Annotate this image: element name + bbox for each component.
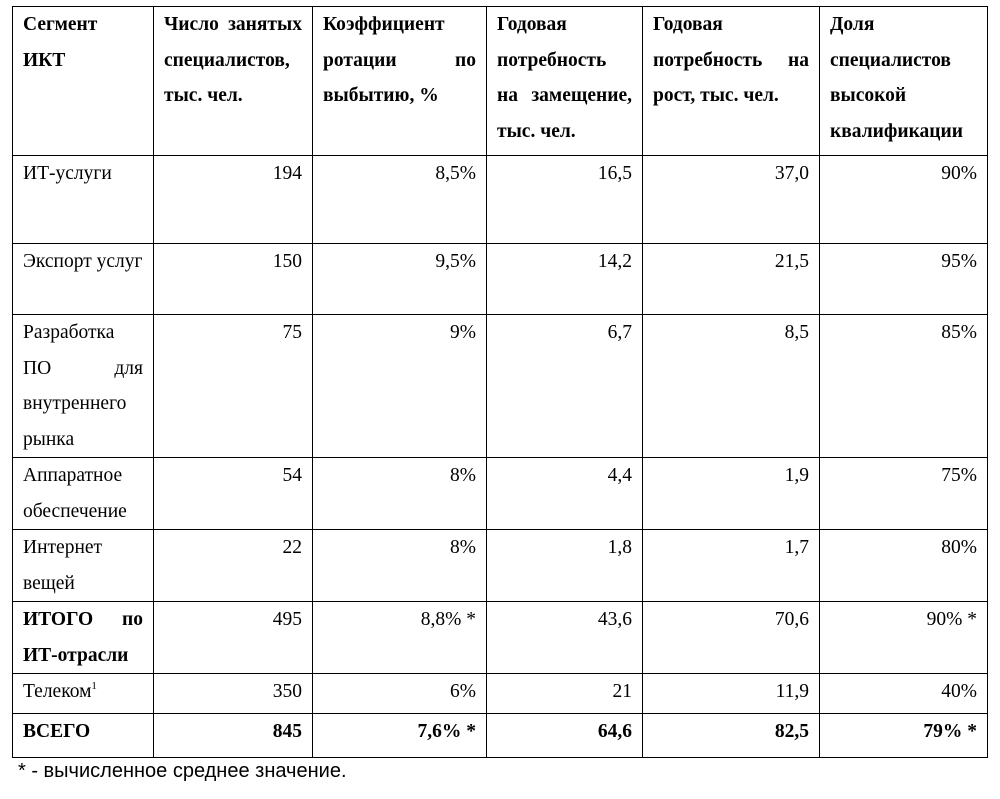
cell-growth: 8,5 xyxy=(643,315,820,458)
cell-rotation: 8,5% xyxy=(313,156,487,244)
cell-replacement: 21 xyxy=(487,674,643,714)
cell-replacement: 4,4 xyxy=(487,458,643,530)
table-row xyxy=(13,674,988,714)
cell-replacement: 6,7 xyxy=(487,315,643,458)
cell-segment: ВСЕГО xyxy=(13,714,154,758)
cell-rotation: 9,5% xyxy=(313,244,487,315)
cell-segment: Разработка ПО для внутреннего рынка xyxy=(13,315,154,458)
footnote-marker: 1 xyxy=(91,680,97,692)
cell-employed: 54 xyxy=(154,458,313,530)
cell-growth: 1,9 xyxy=(643,458,820,530)
cell-share: 95% xyxy=(820,244,988,315)
table-row xyxy=(13,244,988,315)
cell-rotation: 8% xyxy=(313,458,487,530)
segment-text: Телеком xyxy=(23,681,92,702)
cell-share: 80% xyxy=(820,530,988,602)
cell-employed: 150 xyxy=(154,244,313,315)
cell-employed: 495 xyxy=(154,602,313,674)
cell-share: 79% * xyxy=(820,714,988,758)
cell-replacement: 14,2 xyxy=(487,244,643,315)
cell-share: 90% * xyxy=(820,602,988,674)
cell-segment: ИТ-услуги xyxy=(13,156,154,244)
table-row xyxy=(13,530,988,602)
table-row-subtotal xyxy=(13,602,988,674)
header-rotation: Коэффициент ротации по выбытию, % xyxy=(313,7,487,156)
cell-replacement: 1,8 xyxy=(487,530,643,602)
cell-rotation: 8% xyxy=(313,530,487,602)
cell-segment: ИТОГО по ИТ-отрасли xyxy=(13,602,154,674)
header-replacement: Годовая потребность на замещение, тыс. чел. xyxy=(487,7,643,156)
cell-share: 75% xyxy=(820,458,988,530)
cell-share: 40% xyxy=(820,674,988,714)
header-share: Доля специалистов высокой квалификации xyxy=(820,7,988,156)
ikt-staffing-table xyxy=(12,6,988,758)
header-growth: Годовая потребность на рост, тыс. чел. xyxy=(643,7,820,156)
footnote: * - вычисленное среднее значение. xyxy=(18,760,347,782)
cell-segment xyxy=(13,674,154,714)
cell-replacement: 16,5 xyxy=(487,156,643,244)
cell-employed: 845 xyxy=(154,714,313,758)
cell-rotation: 7,6% * xyxy=(313,714,487,758)
table-row-total xyxy=(13,714,988,758)
cell-share: 85% xyxy=(820,315,988,458)
cell-rotation: 9% xyxy=(313,315,487,458)
cell-growth: 21,5 xyxy=(643,244,820,315)
header-employed: Число занятых специалистов, тыс. чел. xyxy=(154,7,313,156)
cell-growth: 70,6 xyxy=(643,602,820,674)
cell-segment: Интернет вещей xyxy=(13,530,154,602)
table-row xyxy=(13,458,988,530)
cell-growth: 1,7 xyxy=(643,530,820,602)
cell-segment: Аппаратное обеспечение xyxy=(13,458,154,530)
cell-replacement: 43,6 xyxy=(487,602,643,674)
table-header-row xyxy=(13,7,988,156)
table-row xyxy=(13,315,988,458)
cell-replacement: 64,6 xyxy=(487,714,643,758)
cell-growth: 82,5 xyxy=(643,714,820,758)
cell-employed: 350 xyxy=(154,674,313,714)
cell-employed: 75 xyxy=(154,315,313,458)
cell-rotation: 8,8% * xyxy=(313,602,487,674)
cell-employed: 22 xyxy=(154,530,313,602)
cell-employed: 194 xyxy=(154,156,313,244)
cell-share: 90% xyxy=(820,156,988,244)
cell-growth: 11,9 xyxy=(643,674,820,714)
cell-rotation: 6% xyxy=(313,674,487,714)
cell-growth: 37,0 xyxy=(643,156,820,244)
table-row xyxy=(13,156,988,244)
header-segment: Сегмент ИКТ xyxy=(13,7,154,156)
cell-segment: Экспорт услуг xyxy=(13,244,154,315)
